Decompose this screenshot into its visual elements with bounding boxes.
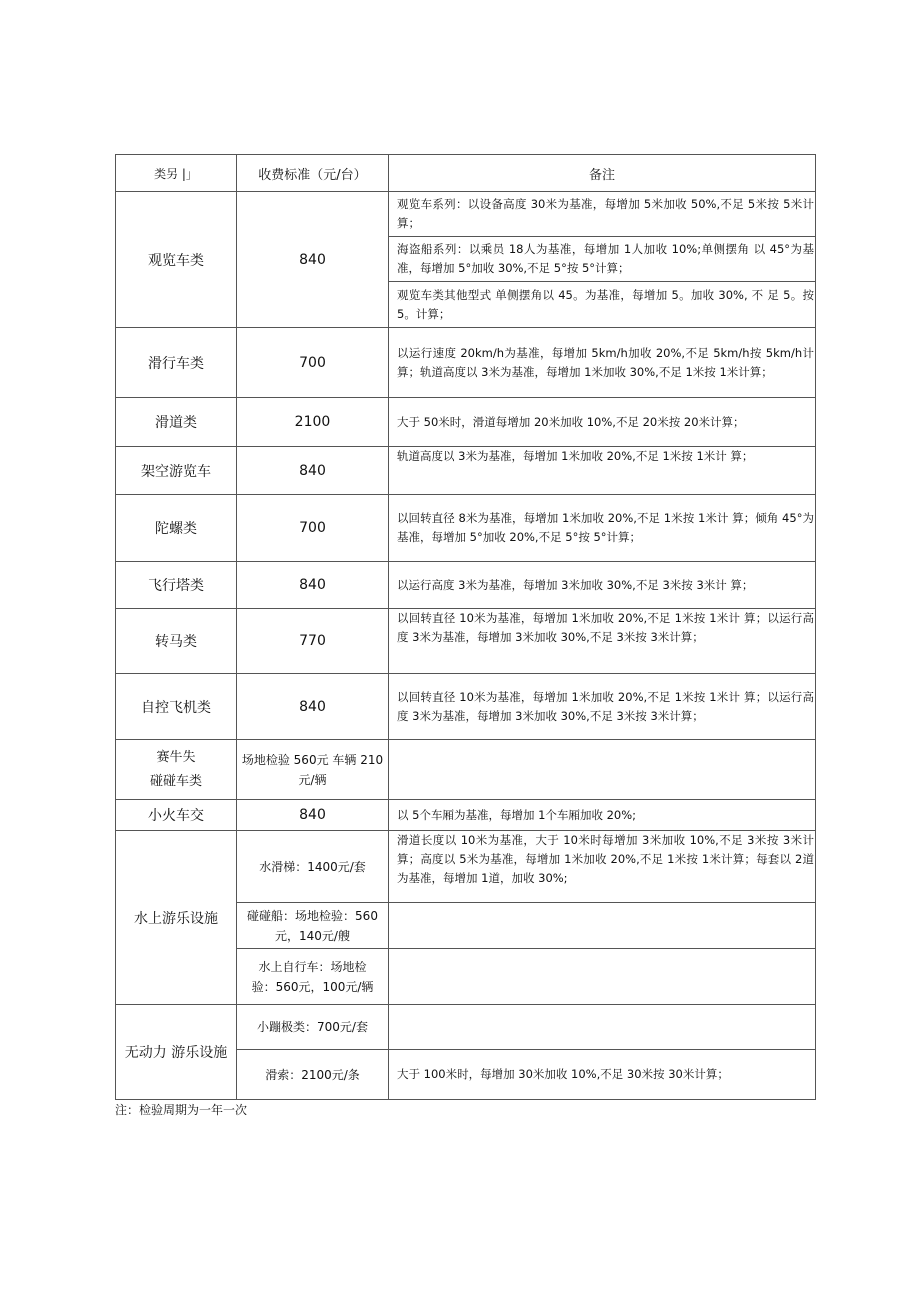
fee-line: 验：560元，100元/辆 <box>251 979 374 994</box>
fee-cell: 840 <box>237 562 389 609</box>
note-cell: 以运行速度 20km/h为基准，每增加 5km/h加收 20%,不足 5km/h按 5km/h计算；轨道高度以 3米为基准，每增加 1米加收 30%,不足 1米按 1米计算； <box>389 328 816 398</box>
table-row <box>116 447 816 495</box>
header-category: 类另 |」 <box>116 155 237 192</box>
table-row <box>116 800 816 831</box>
table-row <box>116 328 816 398</box>
fee-cell: 770 <box>237 609 389 674</box>
table-header-row <box>116 155 816 192</box>
note-cell: 大于 100米时，每增加 30米加收 10%,不足 30米按 30米计算； <box>389 1050 816 1100</box>
category-cell: 滑道类 <box>116 398 237 447</box>
fee-line: 碰碰船：场地检验：560 <box>247 908 378 923</box>
table-row <box>116 740 816 800</box>
note-cell: 以 5个车厢为基准，每增加 1个车厢加收 20%; <box>389 800 816 831</box>
note-cell: 轨道高度以 3米为基准，每增加 1米加收 20%,不足 1米按 1米计 算； <box>389 447 816 495</box>
table-row <box>116 398 816 447</box>
fee-cell: 700 <box>237 495 389 562</box>
fee-cell: 840 <box>237 674 389 740</box>
header-fee: 收费标准（元/台） <box>237 155 389 192</box>
fee-cell <box>237 949 389 1005</box>
fee-cell: 滑索：2100元/条 <box>237 1050 389 1100</box>
note-cell: 以回转直径 10米为基准，每增加 1米加收 20%,不足 1米按 1米计 算；以运行高度 3米为基准，每增加 3米加收 30%,不足 3米按 3米计算； <box>389 609 816 674</box>
note-cell: 滑道长度以 10米为基准，大于 10米时每增加 3米加收 10%,不足 3米按 3米计算；高度以 5米为基准，每增加 1米加收 20%,不足 1米按 1米计算；每套以 2道为基准，每增加 1道，加收 30%; <box>389 831 816 903</box>
footnote: 注：检验周期为一年一次 <box>115 1103 248 1117</box>
note-cell <box>389 949 816 1005</box>
note-cell: 观览车系列：以设备高度 30米为基准，每增加 5米加收 50%,不足 5米按 5米计算； <box>389 192 816 237</box>
fee-line: 水上自行车：场地检 <box>258 959 367 974</box>
table-row <box>116 609 816 674</box>
table-row <box>116 562 816 609</box>
category-cell: 陀螺类 <box>116 495 237 562</box>
fee-standard-table <box>115 154 816 1100</box>
category-cell: 小火车交 <box>116 800 237 831</box>
note-cell <box>389 903 816 949</box>
category-cell: 无动力 游乐设施 <box>116 1005 237 1100</box>
table-row <box>116 1005 816 1050</box>
note-cell: 以运行高度 3米为基准，每增加 3米加收 30%,不足 3米按 3米计 算； <box>389 562 816 609</box>
note-cell <box>389 740 816 800</box>
table-row <box>116 495 816 562</box>
note-cell <box>389 1005 816 1050</box>
category-cell: 滑行车类 <box>116 328 237 398</box>
category-cell: 水上游乐设施 <box>116 831 237 1005</box>
fee-cell: 小蹦极类：700元/套 <box>237 1005 389 1050</box>
category-cell <box>116 740 237 800</box>
note-cell: 观览车类其他型式 单侧摆角以 45。为基准，每增加 5。加收 30%, 不 足 5。按 5。计算； <box>389 282 816 328</box>
table-row <box>116 674 816 740</box>
fee-line: 场地检验 560元 车辆 210 <box>241 752 384 767</box>
fee-cell: 水滑梯：1400元/套 <box>237 831 389 903</box>
fee-cell: 840 <box>237 192 389 328</box>
fee-line: 元，140元/艘 <box>275 928 350 943</box>
category-cell: 转马类 <box>116 609 237 674</box>
category-cell: 架空游览车 <box>116 447 237 495</box>
fee-cell: 840 <box>237 800 389 831</box>
note-cell: 大于 50米时，滑道每增加 20米加收 10%,不足 20米按 20米计算； <box>389 398 816 447</box>
category-cell: 飞行塔类 <box>116 562 237 609</box>
category-line: 赛牛失 <box>156 749 196 765</box>
table-row <box>116 192 816 237</box>
fee-line: 元/辆 <box>298 772 327 787</box>
note-cell: 以回转直径 8米为基准，每增加 1米加收 20%,不足 1米按 1米计 算；倾角 45°为基准，每增加 5°加收 20%,不足 5°按 5°计算； <box>389 495 816 562</box>
header-notes: 备注 <box>389 155 816 192</box>
fee-cell <box>237 740 389 800</box>
note-cell: 以回转直径 10米为基准，每增加 1米加收 20%,不足 1米按 1米计 算；以运行高度 3米为基准，每增加 3米加收 30%,不足 3米按 3米计算； <box>389 674 816 740</box>
category-line: 碰碰车类 <box>149 773 202 789</box>
fee-cell: 2100 <box>237 398 389 447</box>
table-row <box>116 831 816 903</box>
fee-cell: 840 <box>237 447 389 495</box>
category-cell: 观览车类 <box>116 192 237 328</box>
fee-cell: 700 <box>237 328 389 398</box>
category-cell: 自控飞机类 <box>116 674 237 740</box>
fee-cell <box>237 903 389 949</box>
note-cell: 海盗船系列：以乘员 18人为基准，每增加 1人加收 10%;单侧摆角 以 45°为基准，每增加 5°加收 30%,不足 5°按 5°计算； <box>389 237 816 282</box>
